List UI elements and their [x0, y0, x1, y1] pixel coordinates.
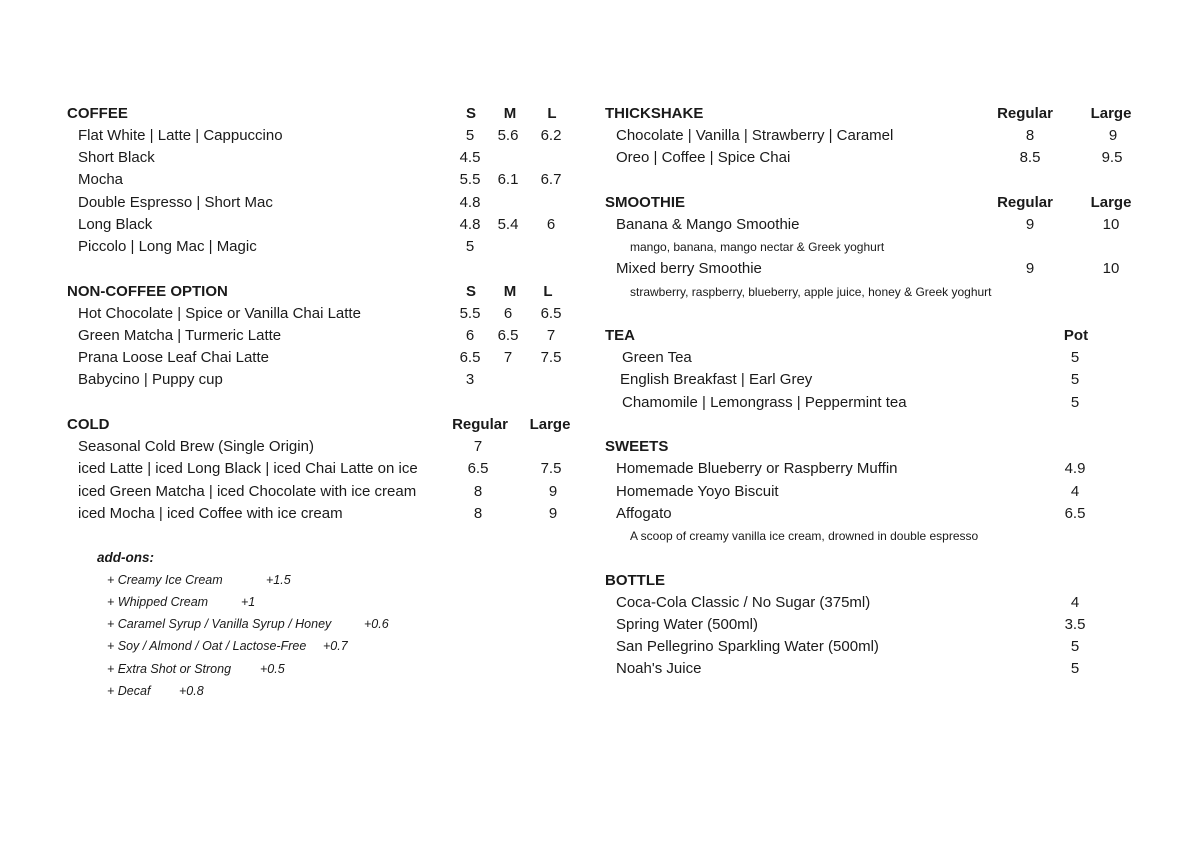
cold-item-name: iced Green Matcha | iced Chocolate with ice cream: [78, 483, 417, 500]
thickshake-price-large: 9.5: [1101, 149, 1123, 166]
coffee-price-m: 5.4: [497, 216, 519, 233]
noncoffee-price-s: 5.5: [459, 305, 481, 322]
smoothie-item-description: mango, banana, mango nectar & Greek yoghurt: [630, 240, 885, 254]
smoothie-item-name: Mixed berry Smoothie: [616, 260, 762, 277]
coffee-price-s: 4.8: [459, 216, 481, 233]
coffee-title: COFFEE: [67, 105, 128, 122]
cold-price-large: 7.5: [540, 460, 562, 477]
thickshake-price-regular: 8.5: [1019, 149, 1041, 166]
noncoffee-title: NON-COFFEE OPTION: [67, 283, 228, 300]
noncoffee-price-l: 7: [546, 327, 556, 344]
cold-price-regular: 8: [473, 483, 483, 500]
coffee-price-s: 4.5: [459, 149, 481, 166]
coffee-price-s: 5.5: [459, 171, 481, 188]
coffee-price-l: 6: [546, 216, 556, 233]
noncoffee-price-l: 7.5: [540, 349, 562, 366]
addon-name: + Whipped Cream: [107, 595, 209, 609]
bottle-price: 4: [1070, 594, 1080, 611]
cold-price-regular: 8: [473, 505, 483, 522]
thickshake-item-name: Oreo | Coffee | Spice Chai: [616, 149, 791, 166]
cold-item-name: iced Mocha | iced Coffee with ice cream: [78, 505, 343, 522]
coffee-item-name: Double Espresso | Short Mac: [78, 194, 273, 211]
bottle-price: 3.5: [1064, 616, 1086, 633]
coffee-price-l: 6.7: [540, 171, 562, 188]
coffee-price-m: 5.6: [497, 127, 519, 144]
smoothie-item-description: strawberry, raspberry, blueberry, apple juice, honey & Greek yoghurt: [630, 285, 992, 299]
coffee-item-name: Short Black: [78, 149, 155, 166]
noncoffee-price-m: 6.5: [497, 327, 519, 344]
addon-price: +0.7: [323, 639, 348, 653]
noncoffee-price-l: 6.5: [540, 305, 562, 322]
cold-col-large: Large: [529, 416, 571, 433]
tea-price-pot: 5: [1070, 349, 1080, 366]
tea-item-name: English Breakfast | Earl Grey: [620, 371, 813, 388]
cold-price-large: 9: [548, 483, 558, 500]
addon-price: +1.5: [266, 573, 291, 587]
noncoffee-price-s: 6: [465, 327, 475, 344]
smoothie-price-regular: 9: [1025, 260, 1035, 277]
addon-price: +0.8: [179, 684, 204, 698]
addon-price: +1: [241, 595, 256, 609]
bottle-title: BOTTLE: [605, 572, 665, 589]
bottle-price: 5: [1070, 660, 1080, 677]
addons-title: add-ons:: [97, 550, 154, 565]
coffee-price-l: 6.2: [540, 127, 562, 144]
addon-name: + Decaf: [107, 684, 151, 698]
coffee-item-name: Mocha: [78, 171, 124, 188]
tea-item-name: Green Tea: [622, 349, 692, 366]
noncoffee-item-name: Prana Loose Leaf Chai Latte: [78, 349, 269, 366]
coffee-col-l: L: [547, 105, 557, 122]
cold-price-regular: 7: [473, 438, 483, 455]
smoothie-item-name: Banana & Mango Smoothie: [616, 216, 800, 233]
coffee-item-name: Long Black: [78, 216, 153, 233]
cold-item-name: iced Latte | iced Long Black | iced Chai Latte on ice: [78, 460, 418, 477]
bottle-item-name: Noah's Juice: [616, 660, 702, 677]
noncoffee-item-name: Babycino | Puppy cup: [78, 371, 223, 388]
tea-col-pot: Pot: [1063, 327, 1089, 344]
coffee-item-name: Flat White | Latte | Cappuccino: [78, 127, 283, 144]
coffee-col-m: M: [503, 105, 517, 122]
smoothie-col-regular: Regular: [997, 194, 1053, 211]
cold-price-regular: 6.5: [467, 460, 489, 477]
sweets-item-name: Homemade Blueberry or Raspberry Muffin: [616, 460, 898, 477]
smoothie-price-large: 10: [1102, 260, 1120, 277]
thickshake-col-large: Large: [1090, 105, 1132, 122]
smoothie-price-large: 10: [1102, 216, 1120, 233]
noncoffee-price-s: 3: [465, 371, 475, 388]
thickshake-price-large: 9: [1108, 127, 1118, 144]
thickshake-item-name: Chocolate | Vanilla | Strawberry | Caramel: [616, 127, 894, 144]
noncoffee-price-m: 6: [503, 305, 513, 322]
smoothie-col-large: Large: [1090, 194, 1132, 211]
thickshake-price-regular: 8: [1025, 127, 1035, 144]
addon-name: + Creamy Ice Cream: [107, 573, 223, 587]
tea-title: TEA: [605, 327, 635, 344]
smoothie-price-regular: 9: [1025, 216, 1035, 233]
coffee-price-m: 6.1: [497, 171, 519, 188]
coffee-col-s: S: [465, 105, 477, 122]
sweets-price: 4: [1070, 483, 1080, 500]
sweets-item-name: Homemade Yoyo Biscuit: [616, 483, 779, 500]
cold-item-name: Seasonal Cold Brew (Single Origin): [78, 438, 314, 455]
addon-price: +0.6: [364, 617, 389, 631]
sweets-item-description: A scoop of creamy vanilla ice cream, drowned in double espresso: [630, 529, 979, 543]
cold-col-regular: Regular: [452, 416, 508, 433]
addon-name: + Caramel Syrup / Vanilla Syrup / Honey: [107, 617, 332, 631]
bottle-item-name: Coca-Cola Classic / No Sugar (375ml): [616, 594, 871, 611]
noncoffee-col-l: L: [543, 283, 553, 300]
bottle-price: 5: [1070, 638, 1080, 655]
noncoffee-col-m: M: [503, 283, 517, 300]
bottle-item-name: San Pellegrino Sparkling Water (500ml): [616, 638, 879, 655]
addon-price: +0.5: [260, 662, 285, 676]
sweets-price: 6.5: [1064, 505, 1086, 522]
noncoffee-price-s: 6.5: [459, 349, 481, 366]
thickshake-title: THICKSHAKE: [605, 105, 704, 122]
coffee-price-s: 5: [465, 238, 475, 255]
thickshake-col-regular: Regular: [997, 105, 1053, 122]
noncoffee-col-s: S: [465, 283, 477, 300]
tea-item-name: Chamomile | Lemongrass | Peppermint tea: [622, 394, 907, 411]
sweets-price: 4.9: [1064, 460, 1086, 477]
tea-price-pot: 5: [1070, 371, 1080, 388]
sweets-title: SWEETS: [605, 438, 669, 455]
noncoffee-price-m: 7: [503, 349, 513, 366]
bottle-item-name: Spring Water (500ml): [616, 616, 758, 633]
cold-title: COLD: [67, 416, 110, 433]
coffee-item-name: Piccolo | Long Mac | Magic: [78, 238, 257, 255]
addon-name: + Soy / Almond / Oat / Lactose-Free: [107, 639, 307, 653]
addon-name: + Extra Shot or Strong: [107, 662, 232, 676]
noncoffee-item-name: Hot Chocolate | Spice or Vanilla Chai Latte: [78, 305, 361, 322]
cold-price-large: 9: [548, 505, 558, 522]
sweets-item-name: Affogato: [616, 505, 672, 522]
coffee-price-s: 4.8: [459, 194, 481, 211]
tea-price-pot: 5: [1070, 394, 1080, 411]
noncoffee-item-name: Green Matcha | Turmeric Latte: [78, 327, 282, 344]
coffee-price-s: 5: [465, 127, 475, 144]
smoothie-title: SMOOTHIE: [605, 194, 686, 211]
